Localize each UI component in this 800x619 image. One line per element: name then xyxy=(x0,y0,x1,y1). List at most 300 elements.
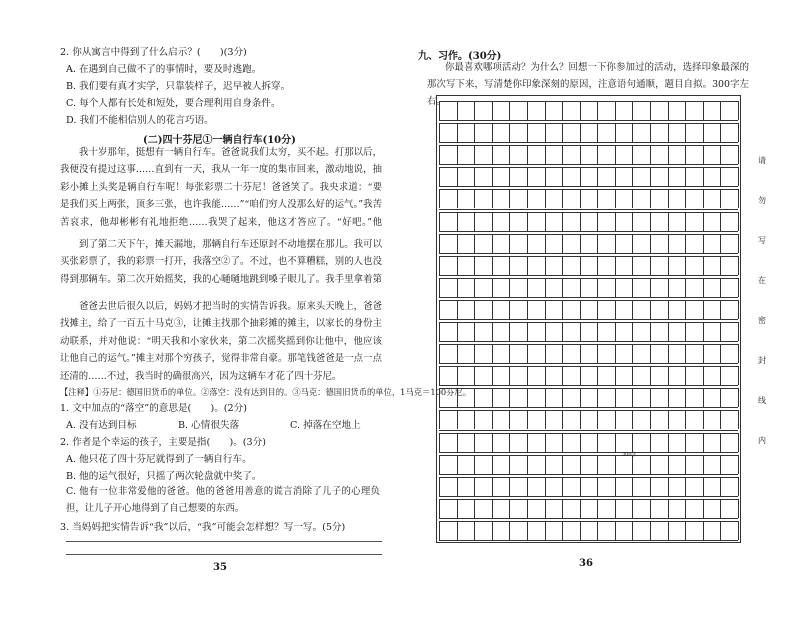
grid-line xyxy=(527,410,528,429)
grid-line xyxy=(439,275,738,276)
grid-line xyxy=(474,366,475,385)
q1-option-a: A. 没有达到目标 xyxy=(66,420,137,431)
grid-line xyxy=(632,167,633,186)
grid-line xyxy=(615,388,616,407)
grid-line xyxy=(685,344,686,363)
grid-line xyxy=(492,433,493,452)
grid-line xyxy=(632,300,633,319)
grid-line xyxy=(474,499,475,518)
grid-line xyxy=(668,388,669,407)
grid-line xyxy=(632,322,633,341)
grid-line xyxy=(439,366,440,385)
grid-line xyxy=(615,322,616,341)
grid-line xyxy=(439,123,738,124)
grid-line xyxy=(650,101,651,120)
grid-line xyxy=(668,145,669,164)
grid-line xyxy=(439,297,738,298)
grid-line xyxy=(457,322,458,341)
grid-line xyxy=(562,145,563,164)
grid-line xyxy=(509,300,510,319)
grid-line xyxy=(720,189,721,208)
grid-line xyxy=(685,521,686,540)
grid-line xyxy=(738,477,739,496)
grid-line xyxy=(545,366,546,385)
grid-line xyxy=(527,212,528,231)
grid-line xyxy=(474,521,475,540)
grid-line xyxy=(457,145,458,164)
grid-line xyxy=(439,322,738,323)
grid-line xyxy=(580,167,581,186)
q1-option-b: B. 心情很失落 xyxy=(178,420,240,431)
grid-line xyxy=(509,344,510,363)
grid-line xyxy=(597,410,598,429)
grid-line xyxy=(632,101,633,120)
grid-line xyxy=(685,388,686,407)
grid-line xyxy=(527,300,528,319)
grid-line xyxy=(492,344,493,363)
grid-line xyxy=(597,499,598,518)
grid-line xyxy=(597,101,598,120)
grid-line xyxy=(703,521,704,540)
grid-line xyxy=(457,344,458,363)
grid-line xyxy=(668,477,669,496)
grid-line xyxy=(439,231,738,232)
grid-line xyxy=(439,322,440,341)
grid-line xyxy=(668,344,669,363)
grid-line xyxy=(492,499,493,518)
grid-line xyxy=(650,521,651,540)
grid-line xyxy=(597,278,598,297)
grid-line xyxy=(597,234,598,253)
q2b-option-a: A. 他只花了四十芬尼就得到了一辆自行车。 xyxy=(66,454,252,465)
grid-line xyxy=(720,322,721,341)
grid-line xyxy=(439,540,738,541)
grid-line xyxy=(685,123,686,142)
grid-line xyxy=(474,322,475,341)
grid-line xyxy=(527,101,528,120)
grid-line xyxy=(439,344,440,363)
grid-line xyxy=(738,189,739,208)
grid-line xyxy=(545,521,546,540)
grid-line xyxy=(439,300,738,301)
grid-line xyxy=(632,145,633,164)
grid-line xyxy=(615,433,616,452)
grid-line xyxy=(650,388,651,407)
grid-line xyxy=(492,455,493,474)
grid-line xyxy=(615,455,616,474)
grid-line xyxy=(738,123,739,142)
grid-line xyxy=(650,455,651,474)
grid-line xyxy=(439,341,738,342)
grid-line xyxy=(439,363,738,364)
grid-line xyxy=(527,455,528,474)
grid-line xyxy=(615,344,616,363)
grid-line xyxy=(703,455,704,474)
grid-line xyxy=(439,142,738,143)
grid-line xyxy=(685,278,686,297)
grid-line xyxy=(685,101,686,120)
grid-line xyxy=(492,366,493,385)
grid-line xyxy=(439,407,738,408)
grid-line xyxy=(650,278,651,297)
grid-line xyxy=(738,278,739,297)
grid-line xyxy=(632,212,633,231)
grid-line xyxy=(439,145,738,146)
answer-line-1 xyxy=(66,541,382,542)
section-title-reading: (二)四十芬尼①一辆自行车(10分) xyxy=(143,135,296,146)
grid-line xyxy=(492,300,493,319)
grid-line xyxy=(738,212,739,231)
grid-line xyxy=(597,521,598,540)
grid-line xyxy=(439,123,440,142)
side-text-char: 勿 xyxy=(758,196,766,205)
grid-line xyxy=(545,322,546,341)
grid-line xyxy=(685,189,686,208)
grid-line xyxy=(720,212,721,231)
grid-line xyxy=(720,366,721,385)
grid-line xyxy=(527,344,528,363)
grid-line xyxy=(685,212,686,231)
grid-line xyxy=(668,278,669,297)
grid-line xyxy=(738,499,739,518)
grid-line xyxy=(562,256,563,275)
grid-line xyxy=(720,145,721,164)
grid-line xyxy=(439,499,440,518)
grid-line xyxy=(439,145,440,164)
grid-line xyxy=(720,278,721,297)
grid-line xyxy=(580,477,581,496)
grid-line xyxy=(439,385,738,386)
grid-line xyxy=(439,167,440,186)
grid-line xyxy=(580,521,581,540)
grid-line xyxy=(597,167,598,186)
side-text-char: 内 xyxy=(758,436,766,445)
grid-cells[interactable] xyxy=(439,98,738,540)
grid-line xyxy=(457,212,458,231)
grid-line xyxy=(562,212,563,231)
grid-line xyxy=(668,212,669,231)
grid-line xyxy=(685,455,686,474)
grid-line xyxy=(668,234,669,253)
grid-line xyxy=(685,234,686,253)
grid-line xyxy=(632,477,633,496)
grid-line xyxy=(685,366,686,385)
grid-line xyxy=(439,253,738,254)
grid-line xyxy=(580,322,581,341)
grid-line xyxy=(720,123,721,142)
grid-line xyxy=(720,167,721,186)
grid-line xyxy=(439,433,738,434)
grid-line xyxy=(474,455,475,474)
grid-line xyxy=(545,388,546,407)
grid-line xyxy=(457,410,458,429)
grid-line xyxy=(509,145,510,164)
grid-line xyxy=(738,344,739,363)
grid-line xyxy=(720,256,721,275)
grid-line xyxy=(615,234,616,253)
grid-line xyxy=(720,521,721,540)
grid-line xyxy=(720,410,721,429)
grid-line xyxy=(439,518,738,519)
grid-line xyxy=(439,474,738,475)
grid-line xyxy=(720,101,721,120)
grid-line xyxy=(615,477,616,496)
grid-line xyxy=(545,300,546,319)
grid-line xyxy=(545,189,546,208)
grid-line xyxy=(439,366,738,367)
grid-line xyxy=(632,410,633,429)
grid-line xyxy=(615,256,616,275)
grid-line xyxy=(509,278,510,297)
grid-line xyxy=(597,322,598,341)
grid-line xyxy=(685,410,686,429)
grid-line xyxy=(492,212,493,231)
grid-line xyxy=(439,300,440,319)
grid-line xyxy=(615,278,616,297)
grid-line xyxy=(562,123,563,142)
grid-line xyxy=(509,322,510,341)
grid-line xyxy=(597,366,598,385)
grid-line xyxy=(439,496,738,497)
grid-line xyxy=(668,499,669,518)
grid-line xyxy=(580,300,581,319)
grid-line xyxy=(439,521,440,540)
grid-line xyxy=(527,189,528,208)
grid-line xyxy=(509,212,510,231)
grid-line xyxy=(545,477,546,496)
grid-line xyxy=(703,278,704,297)
grid-line xyxy=(509,189,510,208)
grid-line xyxy=(457,455,458,474)
grid-line xyxy=(650,410,651,429)
grid-line xyxy=(703,189,704,208)
grid-line xyxy=(562,322,563,341)
grid-line xyxy=(474,234,475,253)
grid-line xyxy=(439,433,440,452)
paragraph-2: 到了第二天下午，摊天漏地，那辆自行车还原封不动地摆在那儿。我可以买张彩票了，我的彩票一打开，我落空②了。不过，也不算糟糕，别的人也没得到那辆车。第二次开始摇奖，我的心嗵嗵地跳到嗓子眼儿了。我手里拿着第 xyxy=(60,239,382,285)
grid-line xyxy=(597,433,598,452)
page-number-left: 35 xyxy=(213,562,227,573)
grid-line xyxy=(650,256,651,275)
grid-line xyxy=(457,521,458,540)
grid-line xyxy=(457,123,458,142)
grid-line xyxy=(738,521,739,540)
grid-line xyxy=(580,256,581,275)
grid-line xyxy=(509,388,510,407)
grid-line xyxy=(439,256,738,257)
grid-line xyxy=(509,256,510,275)
grid-line xyxy=(562,344,563,363)
grid-line xyxy=(457,189,458,208)
grid-line xyxy=(668,101,669,120)
grid-line xyxy=(457,366,458,385)
grid-line xyxy=(615,101,616,120)
grid-line xyxy=(545,499,546,518)
grid-line xyxy=(439,164,738,165)
grid-line xyxy=(580,123,581,142)
grid-line xyxy=(527,366,528,385)
grid-line xyxy=(738,388,739,407)
grid-line xyxy=(545,167,546,186)
grid-line xyxy=(668,455,669,474)
q1-option-c: C. 掉落在空地上 xyxy=(290,420,361,431)
grid-line xyxy=(632,521,633,540)
grid-line xyxy=(615,189,616,208)
grid-line xyxy=(580,388,581,407)
grid-line xyxy=(545,278,546,297)
grid-line xyxy=(615,167,616,186)
grid-line xyxy=(738,366,739,385)
grid-line xyxy=(439,120,738,121)
grid-line xyxy=(439,101,738,102)
grid-line xyxy=(527,278,528,297)
grid-line xyxy=(492,410,493,429)
grid-line xyxy=(703,212,704,231)
grid-line xyxy=(545,433,546,452)
writing-grid[interactable] xyxy=(436,95,741,543)
grid-line xyxy=(439,455,738,456)
grid-line xyxy=(615,366,616,385)
grid-line xyxy=(720,344,721,363)
grid-line xyxy=(474,344,475,363)
grid-line xyxy=(703,366,704,385)
grid-line xyxy=(650,123,651,142)
q2-option-d: D. 我们不能相信别人的花言巧语。 xyxy=(66,115,214,126)
grid-line xyxy=(597,189,598,208)
grid-line xyxy=(457,256,458,275)
grid-line xyxy=(580,499,581,518)
grid-line xyxy=(439,234,440,253)
grid-line xyxy=(492,189,493,208)
grid-line xyxy=(597,477,598,496)
grid-line xyxy=(632,499,633,518)
grid-line xyxy=(632,433,633,452)
grid-line xyxy=(668,300,669,319)
grid-line xyxy=(439,234,738,235)
grid-line xyxy=(474,101,475,120)
grid-line xyxy=(703,256,704,275)
grid-line xyxy=(492,278,493,297)
grid-line xyxy=(527,123,528,142)
grid-line xyxy=(650,477,651,496)
grid-line xyxy=(597,212,598,231)
grid-line xyxy=(703,433,704,452)
footnote: 【注释】①芬尼：德国旧货币的单位。②落空：没有达到目的。③马克：德国旧货币的单位，1马克＝100芬尼。 xyxy=(60,387,472,397)
grid-line xyxy=(509,123,510,142)
grid-line xyxy=(650,499,651,518)
grid-line xyxy=(597,300,598,319)
grid-line xyxy=(527,521,528,540)
grid-line xyxy=(527,167,528,186)
q2b-title: 2. 作者是个幸运的孩子，主要是指( )。(3分) xyxy=(60,437,266,448)
grid-line xyxy=(580,433,581,452)
grid-line xyxy=(562,477,563,496)
grid-line xyxy=(720,234,721,253)
q2-option-b: B. 我们要有真才实学，只靠装样子，迟早被人拆穿。 xyxy=(66,81,291,92)
grid-line xyxy=(439,209,738,210)
grid-line xyxy=(439,319,738,320)
grid-line xyxy=(509,455,510,474)
grid-line xyxy=(703,388,704,407)
grid-line xyxy=(439,167,738,168)
grid-line xyxy=(527,433,528,452)
grid-line xyxy=(457,388,458,407)
grid-line xyxy=(703,101,704,120)
grid-line xyxy=(562,278,563,297)
grid-line xyxy=(615,499,616,518)
grid-line xyxy=(562,410,563,429)
grid-line xyxy=(615,145,616,164)
q3-title: 3. 当妈妈把实情告诉“我”以后，“我”可能会怎样想？写一写。(5分) xyxy=(60,522,346,533)
grid-line xyxy=(632,189,633,208)
grid-line xyxy=(580,189,581,208)
grid-line xyxy=(650,167,651,186)
grid-line xyxy=(738,256,739,275)
grid-line xyxy=(457,433,458,452)
grid-line xyxy=(632,123,633,142)
side-text-char: 封 xyxy=(758,356,766,365)
grid-line xyxy=(685,167,686,186)
grid-line xyxy=(597,123,598,142)
grid-line xyxy=(474,145,475,164)
grid-line xyxy=(580,455,581,474)
grid-line xyxy=(580,278,581,297)
grid-line xyxy=(738,145,739,164)
grid-line xyxy=(580,101,581,120)
grid-line xyxy=(632,278,633,297)
grid-line xyxy=(668,366,669,385)
side-text-char: 在 xyxy=(758,276,766,285)
section-title-writing: 九、习作。(30分) xyxy=(418,51,502,62)
grid-line xyxy=(685,499,686,518)
grid-line xyxy=(668,167,669,186)
grid-line xyxy=(527,234,528,253)
grid-line xyxy=(545,145,546,164)
paragraph-1: 我十岁那年，挺想有一辆自行车。爸爸说我们太穷，买不起。打那以后，我便没有提过这事……直到有一天，我从一年一度的集市回来，激动地说，抽彩小摊上头奖是辆自行车呢！每张彩票二十芬尼！爸爸笑了。我央求道：“要是我们买上两张，顶多三张，也许我能……”“咱们穷人没那么好的运气。”我苦苦哀求，他却彬彬有礼地拒绝……我哭了起来，他这才答应了。“好吧。”他 xyxy=(60,147,382,228)
grid-line xyxy=(738,101,739,120)
grid-line xyxy=(474,477,475,496)
grid-line xyxy=(703,234,704,253)
grid-line xyxy=(597,344,598,363)
grid-line xyxy=(738,300,739,319)
grid-line xyxy=(685,322,686,341)
grid-line xyxy=(439,499,738,500)
grid-line xyxy=(492,388,493,407)
grid-line xyxy=(668,123,669,142)
grid-line xyxy=(439,521,738,522)
grid-line xyxy=(720,388,721,407)
grid-line xyxy=(703,499,704,518)
grid-line xyxy=(509,366,510,385)
grid-line xyxy=(562,167,563,186)
grid-line xyxy=(650,433,651,452)
grid-line xyxy=(439,452,738,453)
grid-line xyxy=(457,278,458,297)
q2b-option-c: C. 他有一位非常爱他的爸爸。他的爸爸用善意的谎言消除了儿子的心理负担，让儿子开心地得到了自己想要的东西。 xyxy=(66,486,380,514)
grid-line xyxy=(439,344,738,345)
grid-line xyxy=(580,410,581,429)
grid-line xyxy=(474,256,475,275)
grid-line xyxy=(527,477,528,496)
grid-line xyxy=(439,212,440,231)
grid-line xyxy=(738,234,739,253)
grid-line xyxy=(474,388,475,407)
grid-line xyxy=(492,123,493,142)
grid-line xyxy=(668,410,669,429)
grid-line xyxy=(668,521,669,540)
grid-line xyxy=(615,212,616,231)
grid-line xyxy=(650,344,651,363)
